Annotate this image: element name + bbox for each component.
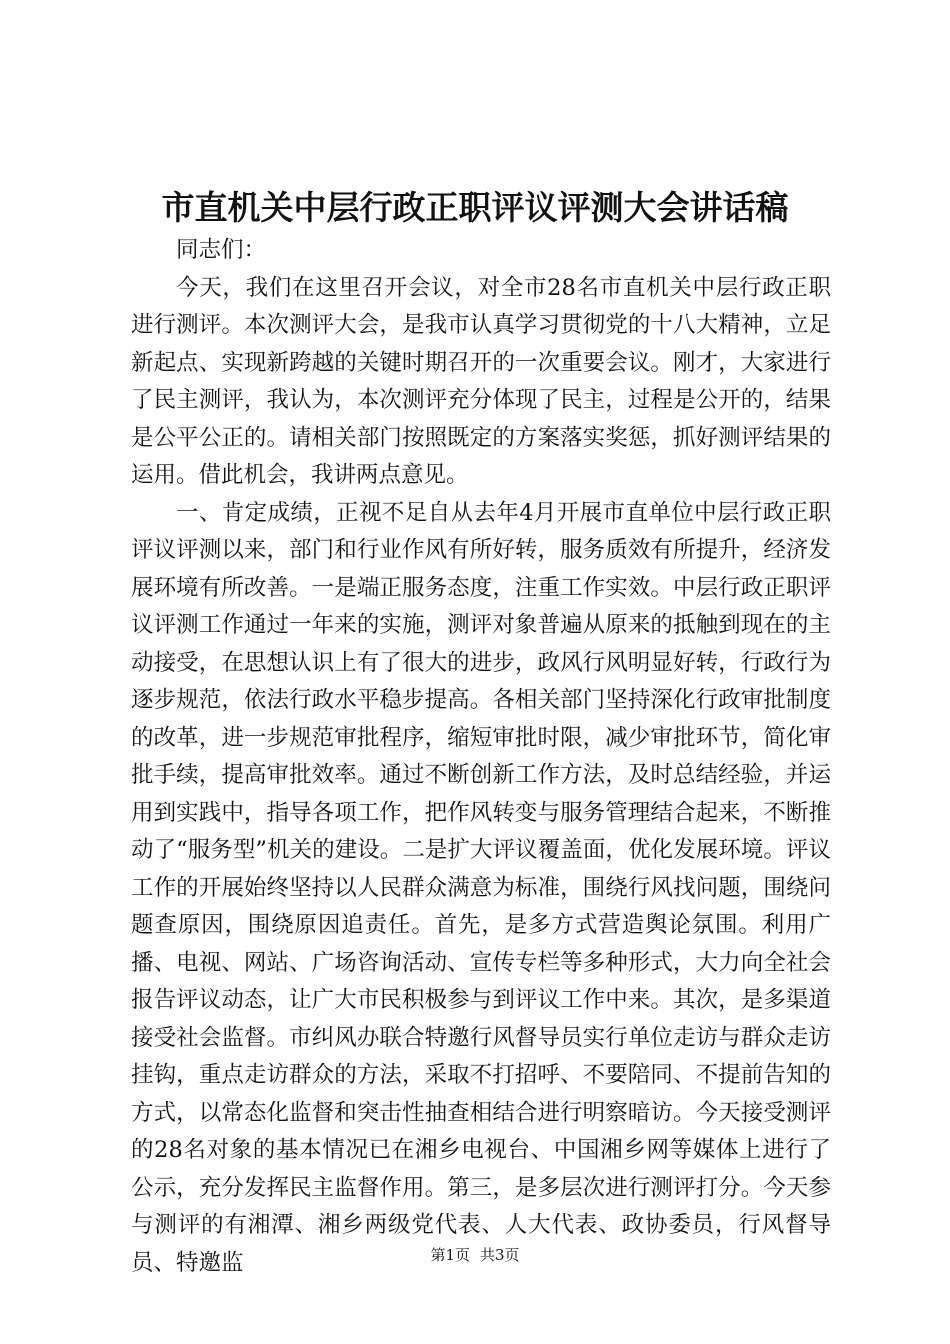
- page-total: 共3页: [480, 1246, 520, 1264]
- page-number: 第1页: [430, 1246, 470, 1264]
- document-body: [131, 232, 831, 1282]
- salutation: 同志们：: [176, 237, 267, 263]
- document-title: 市直机关中层行政正职评议评测大会讲话稿: [161, 188, 789, 227]
- page-footer: [0, 1245, 950, 1265]
- paragraph-section-one: 一、肯定成绩，正视不足自从去年4月开展市直单位中层行政正职评议评测以来，部门和行业作风有所好转，服务质效有所提升，经济发展环境有所改善。一是端正服务态度，注重工作实效。中层行政正职评议评测工作通过一年来的实施，测评对象普遍从原来的抵触到现在的主动接受，在思想认识上有了很大的进步，政风行风明显好转，行政行为逐步规范，依法行政水平稳步提高。各相关部门坚持深化行政审批制度的改革，进一步规范审批程序，缩短审批时限，减少审批环节，简化审批手续，提高审批效率。通过不断创新工作方法，及时总结经验，并运用到实践中，指导各项工作，把作风转变与服务管理结合起来，不断推动了“服务型”机关的建设。二是扩大评议覆盖面，优化发展环境。评议工作的开展始终坚持以人民群众满意为标准，围绕行风找问题，围绕问题查原因，围绕原因追责任。首先，是多方式营造舆论氛围。利用广播、电视、网站、广场咨询活动、宣传专栏等多种形式，大力向全社会报告评议动态，让广大市民积极参与到评议工作中来。其次，是多渠道接受社会监督。市纠风办联合特邀行风督导员实行单位走访与群众走访挂钩，重点走访群众的方法，采取不打招呼、不要陪同、不提前告知的方式，以常态化监督和突击性抽查相结合进行明察暗访。今天接受测评的28名对象的基本情况已在湘乡电视台、中国湘乡网等媒体上进行了公示，充分发挥民主监督作用。第三，是多层次进行测评打分。今天参与测评的有湘潭、湘乡两级党代表、人大代表、政协委员，行风督导员、特邀监: [131, 499, 831, 1276]
- paragraph-intro: 今天，我们在这里召开会议，对全市28名市直机关中层行政正职进行测评。本次测评大会，是我市认真学习贯彻党的十八大精神，立足新起点、实现新跨越的关键时期召开的一次重要会议。刚才，大家进行了民主测评，我认为，本次测评充分体现了民主，过程是公开的，结果是公平公正的。请相关部门按照既定的方案落实奖惩，抓好测评结果的运用。借此机会，我讲两点意见。: [131, 274, 831, 488]
